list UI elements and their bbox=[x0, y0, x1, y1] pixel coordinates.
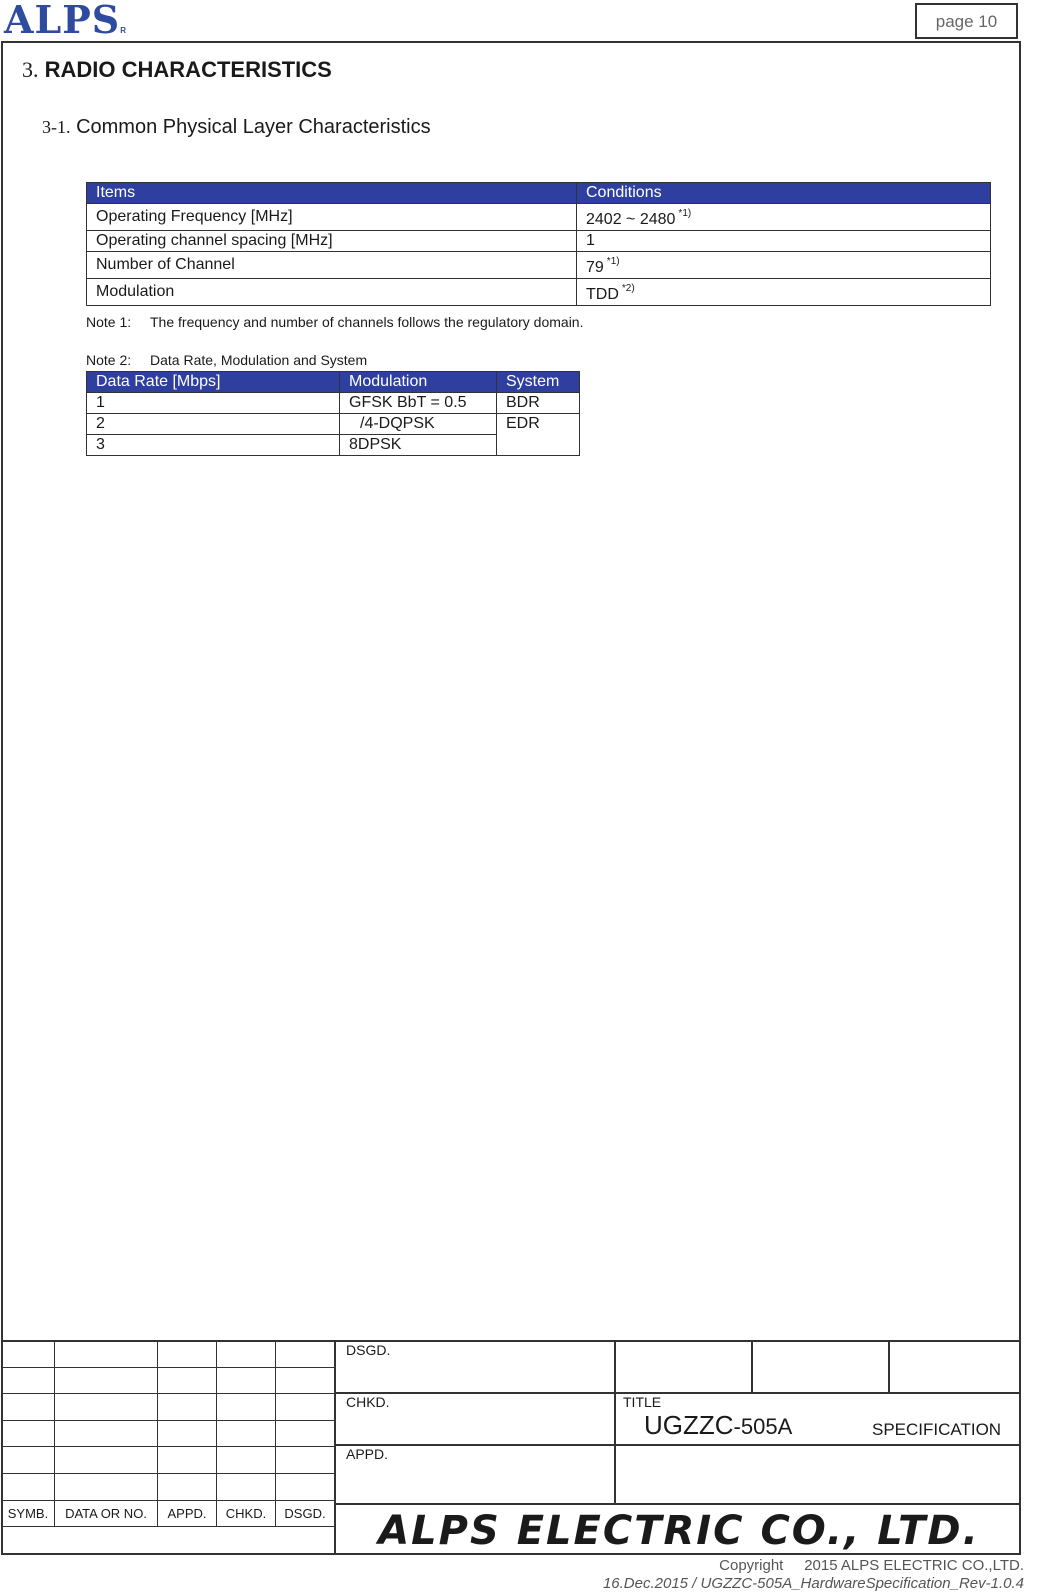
alps-logo: ALPSR bbox=[4, 0, 127, 42]
table1-cond: TDD $^{*2)}$ bbox=[577, 279, 991, 306]
table2-mod: /4-DQPSK bbox=[340, 414, 497, 435]
registered-mark: R bbox=[120, 26, 127, 35]
table-row bbox=[2, 1500, 335, 1527]
company-name: ALPS ELECTRIC CO., LTD. bbox=[378, 1508, 980, 1554]
section-title: RADIO CHARACTERISTICS bbox=[44, 57, 332, 82]
table2-sys: BDR bbox=[497, 393, 580, 414]
table-row bbox=[87, 279, 991, 306]
table1-item: Modulation bbox=[87, 279, 577, 306]
table1-item: Number of Channel bbox=[87, 252, 577, 279]
table2-header-rate: Data Rate [Mbps] bbox=[87, 372, 340, 393]
table-row bbox=[87, 231, 991, 252]
col-chkd: CHKD. bbox=[217, 1500, 276, 1527]
col-appd: APPD. bbox=[158, 1500, 217, 1527]
appd-label: APPD. bbox=[346, 1446, 389, 1462]
table1-header-items: Items bbox=[87, 183, 577, 204]
revision-grid bbox=[1, 1340, 335, 1527]
table-row bbox=[2, 1447, 335, 1474]
col-symb: SYMB. bbox=[2, 1500, 55, 1527]
document-reference: 16.Dec.2015 / UGZZC-505A_HardwareSpecification_Rev-1.0.4 bbox=[602, 1575, 1024, 1592]
title-label: TITLE bbox=[623, 1394, 662, 1410]
note-1-label: Note 1: bbox=[86, 314, 132, 330]
table1-cond: 1 bbox=[577, 231, 991, 252]
subsection-heading bbox=[42, 116, 431, 139]
table2-rate: 3 bbox=[87, 435, 340, 456]
titleblock-rule bbox=[334, 1444, 1021, 1446]
titleblock-divider bbox=[614, 1340, 616, 1504]
note-2 bbox=[86, 352, 367, 368]
table-row bbox=[2, 1367, 335, 1394]
table-row bbox=[2, 1420, 335, 1447]
table-row bbox=[87, 414, 580, 435]
table-row bbox=[87, 204, 991, 231]
dsgd-label: DSGD. bbox=[346, 1342, 391, 1358]
note-1-text: The frequency and number of channels follows the regulatory domain. bbox=[150, 314, 584, 330]
section-heading bbox=[22, 57, 332, 83]
note-1 bbox=[86, 314, 583, 330]
table2-rate: 1 bbox=[87, 393, 340, 414]
table1-item: Operating channel spacing [MHz] bbox=[87, 231, 577, 252]
note-2-label: Note 2: bbox=[86, 352, 132, 368]
table-row bbox=[2, 1473, 335, 1500]
copyright: Copyright 2015 ALPS ELECTRIC CO.,LTD. bbox=[719, 1557, 1024, 1574]
chkd-label: CHKD. bbox=[346, 1394, 390, 1410]
subsection-number: 3-1. bbox=[42, 117, 71, 137]
table-row bbox=[87, 393, 580, 414]
section-number: 3. bbox=[22, 57, 39, 82]
spec-label: SPECIFICATION bbox=[872, 1420, 1002, 1439]
footnote-ref: *1) bbox=[606, 256, 620, 267]
table1-header-conditions: Conditions bbox=[577, 183, 991, 204]
table2-mod: 8DPSK bbox=[340, 435, 497, 456]
table-row bbox=[2, 1394, 335, 1421]
table2-rate: 2 bbox=[87, 414, 340, 435]
footnote-ref: *1) bbox=[678, 208, 692, 219]
table1-cond: 2402 ~ 2480 $^{*1)}$ bbox=[577, 204, 991, 231]
physical-layer-table bbox=[86, 182, 991, 306]
col-data: DATA OR NO. bbox=[55, 1500, 158, 1527]
model-name: UGZZC-505A bbox=[644, 1410, 793, 1440]
footnote-ref: *2) bbox=[621, 283, 635, 294]
table2-header-modulation: Modulation bbox=[340, 372, 497, 393]
col-dsgd: DSGD. bbox=[276, 1500, 335, 1527]
table2-mod: GFSK BbT = 0.5 bbox=[340, 393, 497, 414]
note-2-text: Data Rate, Modulation and System bbox=[150, 352, 368, 368]
table-row bbox=[2, 1341, 335, 1368]
data-rate-table bbox=[86, 371, 580, 456]
table2-sys: EDR bbox=[497, 414, 580, 456]
table1-item: Operating Frequency [MHz] bbox=[87, 204, 577, 231]
titleblock-divider bbox=[888, 1340, 890, 1392]
titleblock-divider bbox=[751, 1340, 753, 1392]
table-row bbox=[87, 252, 991, 279]
subsection-title: Common Physical Layer Characteristics bbox=[76, 116, 431, 138]
titleblock-rule bbox=[334, 1392, 1021, 1394]
page-number: page 10 bbox=[915, 3, 1018, 39]
table1-cond: 79 $^{*1)}$ bbox=[577, 252, 991, 279]
table2-header-system: System bbox=[497, 372, 580, 393]
titleblock-divider bbox=[334, 1340, 336, 1555]
